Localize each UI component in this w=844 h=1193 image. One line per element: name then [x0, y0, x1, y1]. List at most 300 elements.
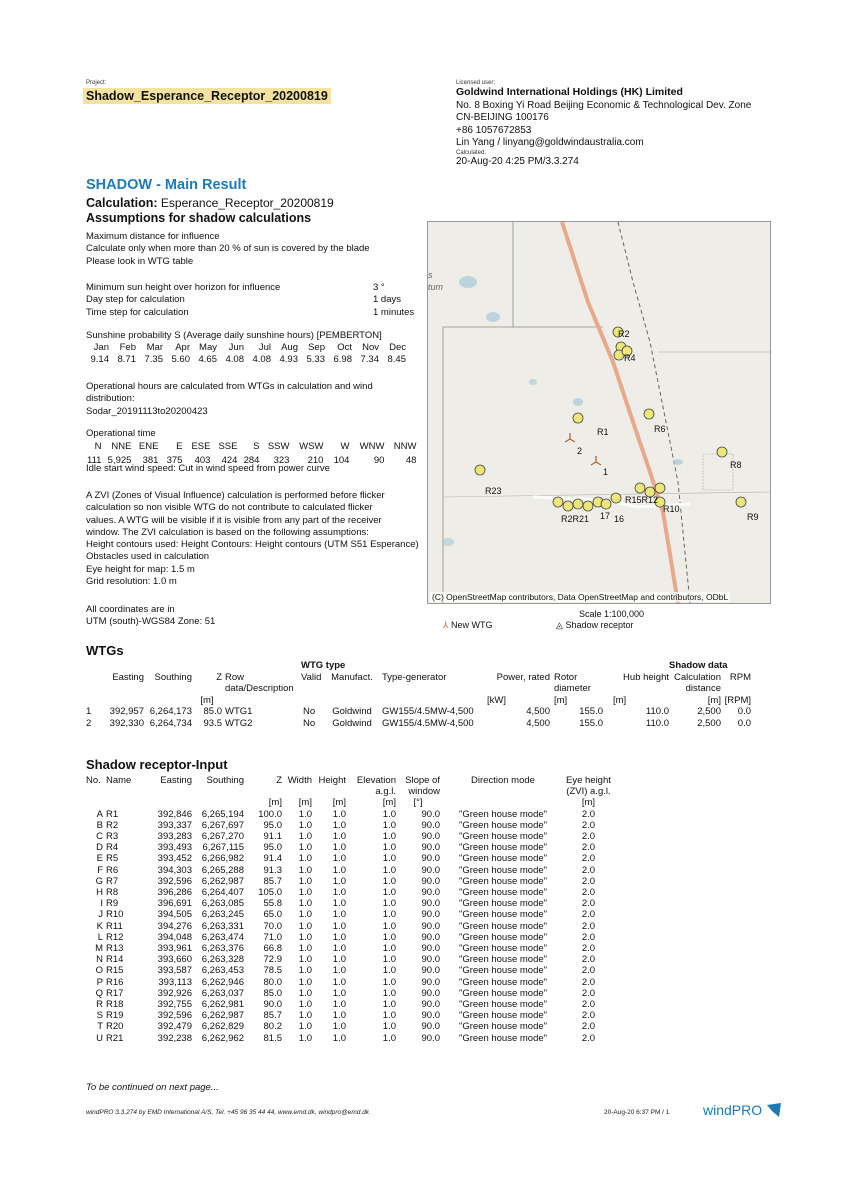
- receptor-row: [86, 876, 611, 887]
- receptor-cell: 1.0: [382, 875, 396, 887]
- receptor-cell: 80.2: [263, 1021, 282, 1033]
- receptor-cell: 1.0: [382, 920, 396, 932]
- receptor-cell: "Green house mode": [458, 920, 548, 932]
- receptor-cell: 392,596: [157, 1010, 192, 1022]
- receptor-cell: 6,262,987: [201, 875, 244, 887]
- receptor-cell: 1.0: [298, 1021, 312, 1033]
- map-label: R1: [597, 427, 609, 437]
- col-header: Valid: [301, 671, 322, 683]
- main-title: SHADOW - Main Result: [86, 177, 247, 193]
- receptor-cell: "Green house mode": [458, 819, 548, 831]
- map-label: R9: [747, 512, 759, 522]
- receptor-marker[interactable]: [736, 497, 746, 507]
- receptor-cell: 6,266,982: [201, 853, 244, 865]
- receptor-cell: 1.0: [382, 931, 396, 943]
- wtg-row: [86, 718, 751, 730]
- receptor-cell: 1.0: [332, 920, 346, 932]
- legend-wtg-label: New WTG: [451, 620, 493, 630]
- month-header: Oct: [337, 342, 352, 353]
- text-line: A ZVI (Zones of Visual Influence) calculation is performed before flicker: [86, 490, 385, 501]
- footer-left: windPRO 3.3.274 by EMD International A/S, Tel. +45 96 35 44 44, www.emd.dk, windpro@emd.dk: [86, 1109, 370, 1116]
- receptor-cell: 394,303: [157, 864, 192, 876]
- receptor-cell: 1.0: [382, 853, 396, 865]
- receptor-title: Shadow receptor-Input: [86, 757, 228, 772]
- receptor-cell: 81.5: [263, 1032, 282, 1044]
- receptor-cell: "Green house mode": [458, 898, 548, 910]
- col-header: Calculation: [674, 671, 721, 683]
- receptor-cell: 6,262,962: [201, 1032, 244, 1044]
- receptor-cell: R14: [106, 954, 124, 966]
- receptor-cell: 2.0: [581, 864, 596, 876]
- col-header: Easting: [160, 775, 192, 786]
- address-line: No. 8 Boxing Yi Road Beijing Economic & Technological Dev. Zone: [456, 99, 752, 111]
- zvi-block: [86, 490, 456, 588]
- receptor-cell: "Green house mode": [458, 954, 548, 966]
- receptor-row: [86, 853, 611, 864]
- receptor-cell: 1.0: [298, 999, 312, 1011]
- text-line: UTM (south)-WGS84 Zone: 51: [86, 616, 216, 628]
- receptor-marker[interactable]: [611, 493, 621, 503]
- receptor-cell: 1.0: [382, 965, 396, 977]
- receptor-cell: 1.0: [332, 808, 346, 820]
- map-label: R2R21: [561, 514, 590, 524]
- receptor-cell: 393,283: [157, 831, 192, 843]
- receptor-cell: 1.0: [382, 1021, 396, 1033]
- receptor-cell: "Green house mode": [458, 999, 548, 1011]
- receptor-cell: 2.0: [581, 965, 596, 977]
- receptor-cell: 1.0: [298, 943, 312, 955]
- unit-label: [m]: [707, 694, 721, 706]
- receptor-row: [86, 1010, 611, 1021]
- receptor-cell: 1.0: [332, 931, 346, 943]
- receptor-row: [86, 842, 611, 853]
- legend-receptor-label: Shadow receptor: [565, 620, 634, 630]
- direction-header: S: [253, 441, 260, 452]
- receptor-cell: 6,263,037: [201, 987, 244, 999]
- receptor-cell: R3: [106, 831, 119, 843]
- receptor-cell: P: [96, 976, 103, 988]
- company-name: Goldwind International Holdings (HK) Limited: [456, 86, 683, 98]
- receptor-cell: 2.0: [581, 920, 596, 932]
- month-row: [82, 342, 406, 354]
- receptor-cell: 394,276: [157, 920, 192, 932]
- wtg-cell: 155.0: [579, 717, 603, 729]
- receptor-cell: 1.0: [298, 954, 312, 966]
- optime-value: 111: [87, 454, 102, 466]
- receptor-cell: "Green house mode": [458, 1021, 548, 1033]
- receptor-marker[interactable]: [563, 501, 573, 511]
- receptor-cell: 1.0: [298, 887, 312, 899]
- wetland-patch: [486, 312, 500, 322]
- wtg-cell: Goldwind: [332, 717, 372, 729]
- wtg-cell: No: [303, 706, 316, 717]
- receptor-cell: S: [96, 1010, 103, 1022]
- map-label: s: [428, 270, 433, 280]
- receptor-cell: 1.0: [382, 1032, 396, 1044]
- receptor-cell: 2.0: [581, 887, 596, 899]
- influence-block: [86, 231, 446, 268]
- optime-value: 403: [194, 454, 211, 466]
- receptor-cell: 2.0: [581, 943, 596, 955]
- legend-wtg: [443, 620, 493, 631]
- receptor-cell: 1.0: [382, 864, 396, 876]
- receptor-marker[interactable]: [573, 499, 583, 509]
- map-copyright: (C) OpenStreetMap contributors, Data OpenStreetMap and contributors, ODbL: [432, 592, 729, 602]
- col-header: Z: [216, 671, 222, 683]
- map-label: 2: [577, 446, 583, 456]
- month-header: Apr: [175, 342, 190, 353]
- receptor-cell: 72.9: [263, 954, 282, 966]
- receptor-cell: 392,926: [157, 987, 192, 999]
- continued-note: To be continued on next page...: [86, 1082, 219, 1093]
- receptor-cell: 105.0: [258, 887, 282, 899]
- calculation-value: Esperance_Receptor_20200819: [160, 196, 334, 210]
- sunshine-value: 4.08: [225, 353, 244, 365]
- direction-header: NNW: [393, 441, 417, 452]
- receptor-row: [86, 809, 611, 820]
- wtg-cell: 155.0: [579, 706, 603, 717]
- receptor-marker[interactable]: [583, 501, 593, 511]
- sunshine-value: 4.65: [198, 353, 217, 365]
- group-header-shadow-data: Shadow data: [669, 660, 728, 671]
- col-header: Manufact.: [331, 671, 373, 683]
- text-line: All coordinates are in: [86, 604, 175, 615]
- receptor-cell: "Green house mode": [458, 1032, 548, 1044]
- receptor-cell: 2.0: [581, 909, 596, 921]
- wtg-cell: 93.5: [203, 717, 222, 729]
- receptor-cell: 90.0: [421, 943, 440, 955]
- wtg-cell: 110.0: [645, 706, 669, 717]
- contact-line: Lin Yang / linyang@goldwindaustralia.com: [456, 137, 644, 149]
- receptor-cell: 55.8: [263, 898, 282, 910]
- receptor-cell: 392,238: [157, 1032, 192, 1044]
- receptor-cell: 90.0: [421, 808, 440, 820]
- col-header: Southing: [206, 775, 244, 786]
- month-header: May: [199, 342, 217, 353]
- receptor-cell: R8: [106, 887, 119, 899]
- receptor-cell: R4: [106, 842, 119, 854]
- receptor-cell: 95.0: [263, 819, 282, 831]
- receptor-cell: R20: [106, 1021, 124, 1033]
- receptor-cell: 1.0: [332, 954, 346, 966]
- receptor-cell: R10: [106, 909, 124, 921]
- optime-value: 90: [373, 454, 385, 466]
- wtg-cell: 85.0: [203, 706, 222, 717]
- receptor-cell: G: [95, 875, 103, 887]
- unit-label: [m]: [581, 797, 596, 809]
- receptor-cell: "Green house mode": [458, 887, 548, 899]
- text-line: Sodar_20191113to20200423: [86, 405, 208, 417]
- receptor-cell: 90.0: [421, 853, 440, 865]
- col-header: Hub height: [623, 671, 669, 683]
- receptor-cell: 100.0: [258, 808, 282, 820]
- text-line: Operational hours are calculated from WTGs in calculation and wind: [86, 381, 373, 392]
- sunshine-title: Sunshine probability S (Average daily sunshine hours) [PEMBERTON]: [86, 330, 382, 341]
- shadow-map[interactable]: [427, 221, 771, 604]
- wetland-patch: [573, 398, 583, 406]
- receptor-cell: 393,337: [157, 819, 192, 831]
- direction-header: SSE: [218, 441, 238, 452]
- optime-value: 104: [333, 454, 350, 466]
- wtg-cell: 1: [86, 706, 92, 717]
- direction-header: ESE: [191, 441, 211, 452]
- direction-header: WNW: [359, 441, 385, 452]
- receptor-cell: R13: [106, 943, 124, 955]
- receptor-cell: R16: [106, 976, 124, 988]
- wetland-patch: [529, 379, 537, 385]
- receptor-marker[interactable]: [717, 447, 727, 457]
- direction-header: SSW: [267, 441, 290, 452]
- receptor-cell: "Green house mode": [458, 831, 548, 843]
- optime-value: 210: [307, 454, 324, 466]
- sunshine-value: 4.08: [252, 353, 271, 365]
- receptor-cell: 2.0: [581, 1021, 596, 1033]
- receptor-cell: M: [95, 943, 103, 955]
- receptor-cell: 1.0: [298, 864, 312, 876]
- col-header: a.g.l.: [375, 786, 396, 798]
- map-label: R23: [485, 486, 502, 496]
- text-line: Obstacles used in calculation: [86, 551, 210, 563]
- receptor-row: [86, 865, 611, 876]
- receptor-cell: 1.0: [332, 898, 346, 910]
- receptor-cell: F: [97, 864, 103, 876]
- col-header: Type-generator: [382, 671, 447, 683]
- map-label: R4: [624, 353, 636, 363]
- month-header: Sep: [308, 342, 325, 353]
- receptor-row: [86, 1021, 611, 1032]
- receptor-cell: 90.0: [421, 1021, 440, 1033]
- receptor-cell: 90.0: [421, 976, 440, 988]
- wtg-cell: 4,500: [526, 706, 550, 717]
- direction-header: WSW: [299, 441, 324, 452]
- receptor-cell: 6,263,474: [201, 931, 244, 943]
- wetland-patch: [673, 459, 683, 465]
- receptor-cell: H: [96, 887, 103, 899]
- receptor-cell: 6,262,829: [201, 1021, 244, 1033]
- address-line: CN-BEIJING 100176: [456, 112, 549, 124]
- text-line: distribution:: [86, 393, 135, 405]
- receptor-cell: 1.0: [332, 864, 346, 876]
- wtg-cell: 110.0: [645, 717, 669, 729]
- receptor-cell: 2.0: [581, 819, 596, 831]
- sunshine-value: 4.93: [279, 353, 298, 365]
- receptor-cell: 90.0: [421, 999, 440, 1011]
- receptor-cell: 1.0: [382, 954, 396, 966]
- text-line: window. The ZVI calculation is based on the following assumptions:: [86, 526, 369, 538]
- receptor-cell: 90.0: [421, 819, 440, 831]
- receptor-cell: 90.0: [421, 831, 440, 843]
- month-header: Nov: [362, 342, 379, 353]
- text-line: values. A WTG will be visible if it is visible from any part of the receiver: [86, 514, 382, 526]
- receptor-cell: 1.0: [298, 920, 312, 932]
- receptor-row: [86, 965, 611, 976]
- receptor-cell: 1.0: [298, 831, 312, 843]
- receptor-cell: 1.0: [382, 909, 396, 921]
- receptor-cell: 6,267,270: [201, 831, 244, 843]
- col-header: Power, rated: [496, 671, 550, 683]
- receptor-cell: 1.0: [382, 999, 396, 1011]
- map-label: R15R12: [625, 495, 659, 505]
- receptor-cell: 71.0: [263, 931, 282, 943]
- unit-label: [m]: [200, 694, 214, 706]
- receptor-cell: 90.0: [263, 999, 282, 1011]
- receptor-cell: 394,505: [157, 909, 192, 921]
- receptor-cell: 1.0: [382, 887, 396, 899]
- receptor-cell: 1.0: [332, 819, 346, 831]
- receptor-marker[interactable]: [573, 413, 583, 423]
- receptor-cell: 6,267,115: [202, 842, 244, 854]
- receptor-cell: 1.0: [382, 898, 396, 910]
- receptor-cell: 2.0: [581, 976, 596, 988]
- receptor-cell: 6,263,245: [201, 909, 244, 921]
- receptor-cell: 1.0: [298, 808, 312, 820]
- col-header: Width: [287, 775, 312, 786]
- param-value: 3 °: [373, 282, 385, 293]
- receptor-cell: 1.0: [382, 842, 396, 854]
- calculation-line: [86, 196, 334, 210]
- col-header: Elevation: [356, 775, 396, 786]
- unit-label: [m]: [332, 797, 346, 809]
- sunshine-value: 8.45: [387, 353, 406, 365]
- month-header: Jul: [258, 342, 271, 353]
- receptor-cell: 6,262,981: [201, 999, 244, 1011]
- receptor-cell: 1.0: [332, 887, 346, 899]
- optime-value: 323: [273, 454, 290, 466]
- receptor-cell: 6,263,328: [201, 954, 244, 966]
- wetland-patch: [442, 538, 454, 546]
- receptor-cell: 1.0: [332, 853, 346, 865]
- unit-label: [m]: [613, 694, 627, 706]
- footer-right: 20-Aug-20 6:37 PM / 1: [604, 1109, 670, 1116]
- receptor-marker[interactable]: [655, 483, 665, 493]
- legend-receptor: [556, 620, 633, 631]
- optime-title: Operational time: [86, 428, 156, 439]
- receptor-cell: 1.0: [382, 808, 396, 820]
- receptor-cell: 85.0: [263, 987, 282, 999]
- wetland-patch: [459, 276, 477, 288]
- receptor-cell: 1.0: [332, 1021, 346, 1033]
- receptor-cell: 1.0: [332, 831, 346, 843]
- receptor-row: [86, 954, 611, 965]
- wtg-cell: 6,264,734: [149, 717, 192, 729]
- receptor-cell: 394,048: [157, 931, 192, 943]
- receptor-cell: 1.0: [382, 976, 396, 988]
- col-header: data/Description: [225, 683, 294, 694]
- month-header: Dec: [389, 342, 406, 353]
- receptor-cell: 1.0: [332, 999, 346, 1011]
- wtg-legend-icon: ⅄: [443, 620, 449, 630]
- receptor-cell: 1.0: [298, 931, 312, 943]
- receptor-cell: 2.0: [581, 853, 596, 865]
- direction-header: E: [176, 441, 183, 452]
- sunshine-value: 9.14: [90, 353, 109, 365]
- receptor-cell: C: [96, 831, 103, 843]
- receptor-cell: Q: [95, 987, 103, 999]
- receptor-marker[interactable]: [644, 409, 654, 419]
- text-line: Eye height for map: 1.5 m: [86, 563, 195, 575]
- receptor-cell: 1.0: [332, 1010, 346, 1022]
- sunshine-table: [82, 342, 406, 365]
- calculated-value: 20-Aug-20 4:25 PM/3.3.274: [456, 155, 579, 167]
- receptor-cell: 1.0: [382, 831, 396, 843]
- receptor-cell: 1.0: [332, 842, 346, 854]
- receptor-cell: "Green house mode": [458, 853, 548, 865]
- receptor-cell: L: [97, 931, 103, 943]
- map-label: 16: [614, 514, 625, 524]
- receptor-legend-icon: ◬: [556, 620, 563, 630]
- receptor-cell: 1.0: [298, 909, 312, 921]
- sunshine-value: 5.33: [306, 353, 325, 365]
- receptor-cell: 6,267,697: [201, 819, 244, 831]
- receptor-cell: "Green house mode": [458, 965, 548, 977]
- receptor-cell: T: [97, 1021, 103, 1033]
- wtg-cell: GW155/4.5MW-4,500: [382, 717, 474, 729]
- optime-value: 48: [405, 454, 417, 466]
- wtg-cell: WTG2: [225, 717, 253, 729]
- receptor-cell: 2.0: [581, 999, 596, 1011]
- receptor-table: [86, 775, 611, 1044]
- receptor-cell: 90.0: [421, 864, 440, 876]
- unit-label: [°]: [413, 797, 423, 809]
- month-header: Jan: [93, 342, 109, 353]
- receptor-marker[interactable]: [553, 497, 563, 507]
- map-label: tum: [428, 282, 444, 292]
- receptor-cell: O: [95, 965, 103, 977]
- brand-text: windPRO: [703, 1102, 763, 1118]
- receptor-cell: 85.7: [263, 1010, 282, 1022]
- receptor-cell: 1.0: [298, 1010, 312, 1022]
- col-header: No.: [86, 775, 101, 786]
- col-header: distance: [685, 683, 721, 694]
- optime-header-row: [86, 440, 455, 454]
- wtg-cell: 2: [86, 717, 92, 729]
- receptor-cell: 1.0: [332, 976, 346, 988]
- receptor-cell: R: [96, 999, 103, 1011]
- wtg-cell: 6,264,173: [149, 706, 192, 717]
- sunshine-value-row: [82, 354, 406, 366]
- receptor-cell: 2.0: [581, 808, 596, 820]
- receptor-cell: 90.0: [421, 909, 440, 921]
- receptor-cell: 90.0: [421, 898, 440, 910]
- receptor-cell: 90.0: [421, 920, 440, 932]
- receptor-marker[interactable]: [475, 465, 485, 475]
- receptor-cell: R5: [106, 853, 119, 865]
- map-scale: Scale 1:100,000: [579, 609, 645, 619]
- receptor-cell: R11: [106, 920, 123, 932]
- receptor-cell: 2.0: [581, 987, 596, 999]
- optime-value: 381: [142, 454, 159, 466]
- receptor-row: [86, 999, 611, 1010]
- map-label: R8: [730, 460, 742, 470]
- receptor-cell: 1.0: [298, 1032, 312, 1044]
- receptor-cell: "Green house mode": [458, 931, 548, 943]
- receptor-cell: D: [96, 842, 103, 854]
- wtg-cell: 4,500: [526, 717, 550, 729]
- receptor-cell: "Green house mode": [458, 909, 548, 921]
- receptor-cell: 90.0: [421, 842, 440, 854]
- receptor-cell: 90.0: [421, 965, 440, 977]
- direction-header: N: [94, 441, 102, 452]
- col-header: RPM: [729, 671, 751, 683]
- receptor-cell: 80.0: [263, 976, 282, 988]
- receptor-cell: R15: [106, 965, 124, 977]
- receptor-marker[interactable]: [601, 499, 611, 509]
- receptor-cell: 1.0: [298, 987, 312, 999]
- direction-header: W: [340, 441, 350, 452]
- receptor-marker[interactable]: [635, 483, 645, 493]
- receptor-cell: 70.0: [263, 920, 282, 932]
- receptor-cell: R19: [106, 1010, 124, 1022]
